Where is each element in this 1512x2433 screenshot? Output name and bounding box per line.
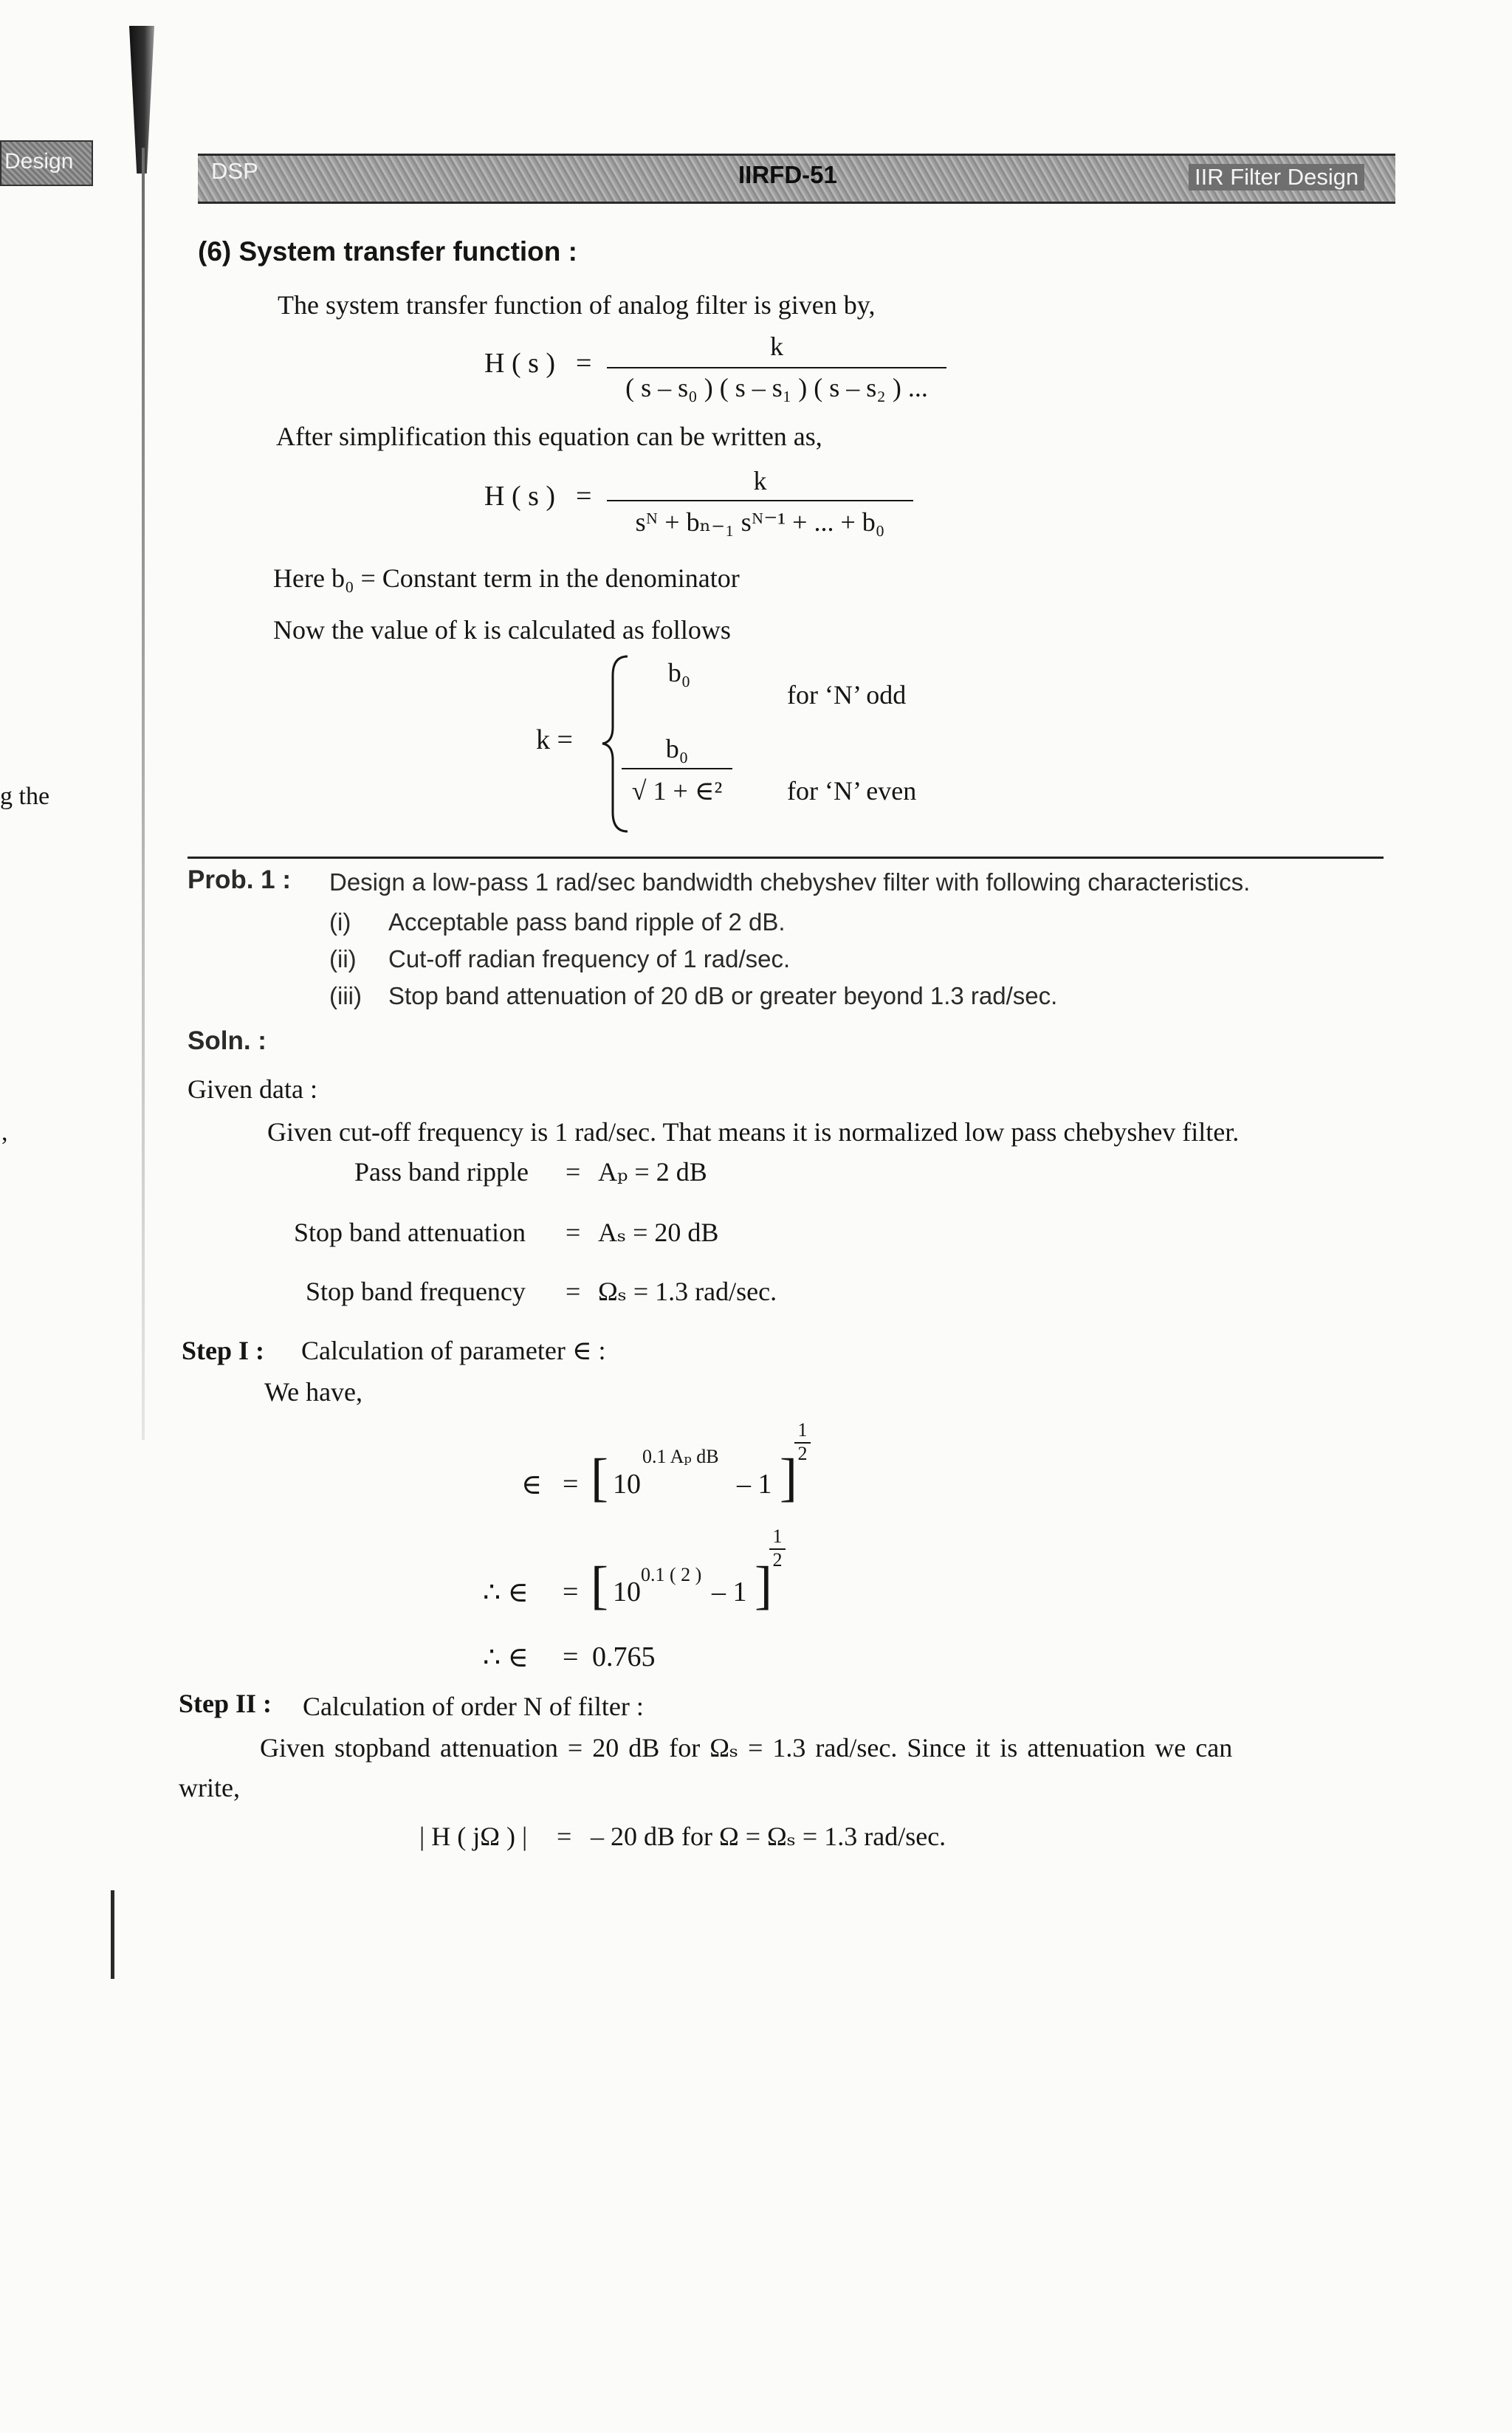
problem-item-number: (i) [329, 908, 351, 936]
given-row-equals: = [566, 1218, 581, 1247]
eq1-equals: = [576, 348, 592, 379]
case1-value: b₀ [667, 658, 691, 687]
eps1-power-denominator: 2 [797, 1443, 808, 1464]
eps1-minus-one: – 1 [737, 1469, 772, 1500]
step1-label: Step I : [182, 1336, 265, 1365]
case2-denominator: √ 1 + ∈² [631, 776, 723, 806]
given-row-label: Pass band ripple [354, 1157, 529, 1187]
problem-item-number: (ii) [329, 945, 357, 972]
eq2-denominator: sᴺ + bₙ₋₁ sᴺ⁻¹ + ... + b₀ [635, 507, 885, 537]
eq2-equals: = [576, 481, 592, 512]
eps2-left-bracket: [ [591, 1556, 608, 1615]
final-eq-equals: = [557, 1822, 572, 1851]
final-eq-lhs: | H ( jΩ ) | [419, 1822, 528, 1851]
eps1-equals: = [563, 1469, 579, 1500]
eq1-numerator: k [770, 332, 783, 361]
eps1-left-bracket: [ [591, 1448, 608, 1507]
eps2-power-denominator: 2 [772, 1549, 783, 1571]
step2-line: Given stopband attenuation = 20 dB for Ωₛ = 1.3 rad/sec. Since it is attenuation we can [260, 1733, 1233, 1763]
eps2-exponent: 0.1 ( 2 ) [641, 1564, 702, 1585]
given-row-value: Aₚ = 2 dB [598, 1157, 707, 1187]
problem-item-number: (iii) [329, 982, 362, 1009]
solution-label: Soln. : [188, 1026, 267, 1055]
eps1-right-bracket: ] [780, 1448, 797, 1507]
eq2-lhs: H ( s ) [484, 481, 556, 512]
k-calculation-text: Now the value of k is calculated as follows [273, 615, 731, 645]
given-data-heading: Given data : [188, 1074, 317, 1104]
eps3-lhs: ∴ ∈ [483, 1642, 529, 1673]
problem-statement: Design a low-pass 1 rad/sec bandwidth chebyshev filter with following characteristics. [329, 868, 1251, 896]
header-left-label: DSP [211, 158, 258, 184]
eps3-equals: = [563, 1641, 579, 1672]
given-row-equals: = [566, 1277, 581, 1306]
eps2-equals: = [563, 1576, 579, 1607]
we-have-text: We have, [264, 1377, 363, 1407]
eq1-lhs: H ( s ) [484, 348, 556, 379]
problem-label: Prob. 1 : [188, 865, 292, 894]
case2-numerator: b₀ [665, 734, 689, 763]
final-eq-rhs: – 20 dB for Ω = Ωₛ = 1.3 rad/sec. [591, 1822, 946, 1851]
page-number: IIRFD-51 [738, 161, 837, 188]
given-row-label: Stop band attenuation [294, 1218, 526, 1247]
step2-label: Step II : [179, 1689, 272, 1718]
header-chapter-title: IIR Filter Design [1189, 164, 1364, 191]
simplification-text: After simplification this equation can be written as, [276, 422, 822, 451]
binding-shadow-bottom [111, 1890, 114, 1979]
given-row-value: Aₛ = 20 dB [598, 1218, 719, 1247]
section-intro: The system transfer function of analog filter is given by, [278, 290, 876, 320]
binding-shadow [142, 148, 145, 1440]
eq1-fraction-bar [607, 367, 946, 368]
step2-line-continued: write, [179, 1773, 240, 1802]
eps3-value: 0.765 [592, 1641, 656, 1672]
section-heading: (6) System transfer function : [198, 236, 577, 267]
given-row-label: Stop band frequency [306, 1277, 526, 1306]
given-line: Given cut-off frequency is 1 rad/sec. That means it is normalized low pass chebyshev filter. [267, 1117, 1240, 1147]
eq2-numerator: k [753, 466, 767, 495]
case2-condition: for ‘N’ even [787, 776, 917, 806]
eps2-power-numerator: 1 [772, 1526, 783, 1547]
given-row-equals: = [566, 1157, 581, 1187]
problem-item-text: Cut-off radian frequency of 1 rad/sec. [388, 945, 791, 972]
eps1-base: 10 [613, 1469, 641, 1500]
step1-title: Calculation of parameter ∈ : [301, 1336, 606, 1365]
eq1-denominator: ( s – s₀ ) ( s – s₁ ) ( s – s₂ ) ... [625, 373, 928, 402]
eps2-minus-one: – 1 [712, 1576, 747, 1607]
case1-condition: for ‘N’ odd [787, 680, 907, 710]
given-row-value: Ωₛ = 1.3 rad/sec. [598, 1277, 777, 1306]
step2-title: Calculation of order N of filter : [303, 1692, 644, 1721]
eps2-lhs: ∴ ∈ [483, 1577, 529, 1608]
b0-definition: Here b₀ = Constant term in the denominator [273, 563, 740, 593]
case2-fraction-bar [622, 768, 732, 769]
eps1-power-numerator: 1 [797, 1419, 808, 1441]
k-lhs: k = [536, 724, 573, 755]
eps2-right-bracket: ] [755, 1556, 772, 1615]
eps1-exponent: 0.1 Aₚ dB [642, 1446, 719, 1467]
problem-separator [188, 857, 1384, 859]
margin-fragment-comma: , [1, 1119, 8, 1146]
eps1-lhs: ∈ [521, 1469, 543, 1500]
problem-item-text: Stop band attenuation of 20 dB or greater beyond 1.3 rad/sec. [388, 982, 1058, 1009]
eq2-fraction-bar [607, 500, 913, 501]
previous-page-tab: Design [0, 140, 93, 186]
margin-fragment: g the [0, 783, 50, 810]
problem-item-text: Acceptable pass band ripple of 2 dB. [388, 908, 786, 936]
eps2-base: 10 [613, 1576, 641, 1607]
